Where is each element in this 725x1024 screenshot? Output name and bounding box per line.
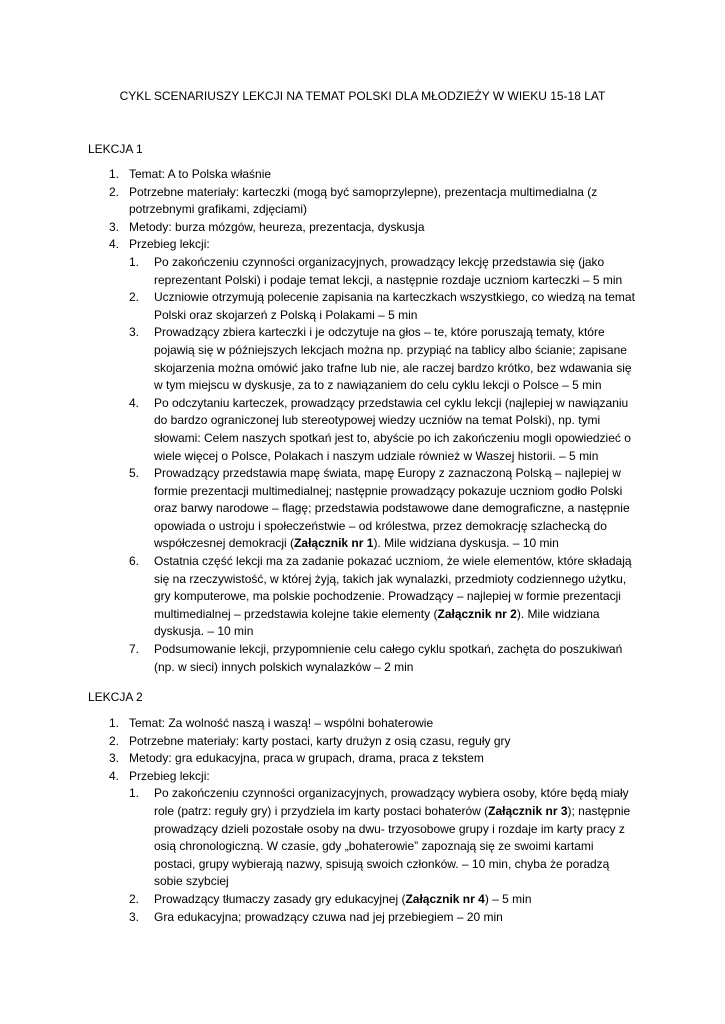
- lesson-2-list: [0, 715, 637, 926]
- lesson-2-steps: [129, 785, 637, 926]
- item-number: 1.: [109, 716, 120, 730]
- step-number: 3.: [129, 325, 140, 340]
- attachment-reference: Załącznik nr 3: [488, 803, 568, 818]
- list-item: [0, 733, 637, 751]
- document-title: CYKL SCENARIUSZY LEKCJI NA TEMAT POLSKI DLA MŁODZIEŻY W WIEKU 15-18 LAT: [119, 89, 606, 103]
- item-text: Potrzebne materiały: karty postaci, karty drużyn z osią czasu, reguły gry: [129, 733, 511, 748]
- attachment-reference: Załącznik nr 4: [405, 891, 485, 906]
- item-number: 1.: [109, 167, 120, 181]
- item-text: Przebieg lekcji:: [129, 237, 210, 252]
- item-text: Metody: gra edukacyjna, praca w grupach, drama, praca z tekstem: [129, 751, 484, 766]
- step-number: 2.: [129, 290, 140, 305]
- item-text: Temat: Za wolność naszą i waszą! – wspólni bohaterowie: [129, 716, 434, 730]
- step-text: Po odczytaniu karteczek, prowadzący przedstawia cel cyklu lekcji (najlepiej w nawiązaniu do bardzo ograniczonej lub stereotypowej wiedzy uczniów na temat Polski), np. tymi słowami: Celem naszych spotkań jest to, abyście po ich zakończeniu mogli opowiedzieć o wiele więcej o Polsce, Polakach i naszym udziale również w Waszej historii. – 5 min: [154, 395, 631, 463]
- step-text: Uczniowie otrzymują polecenie zapisania na karteczkach wszystkiego, co wiedzą na temat Polski oraz skojarzeń z Polską i Polakami – 5 min: [154, 290, 635, 322]
- step-text: Po zakończeniu czynności organizacyjnych, prowadzący wybiera osoby, które będą miały role (patrz: reguły gry) i przydziela im karty postaci bohaterów (: [154, 786, 629, 818]
- step-number: 3.: [129, 909, 140, 924]
- item-text: Temat: A to Polska właśnie: [129, 167, 272, 181]
- list-item: [0, 236, 637, 676]
- step-number: 7.: [129, 642, 140, 657]
- lesson-2-heading: LEKCJA 2: [88, 690, 143, 704]
- list-item: [129, 289, 636, 324]
- item-text: Potrzebne materiały: karteczki (mogą być samoprzylepne), prezentacja multimedialna (z potrzebnymi grafikami, zdjęciami): [129, 184, 598, 217]
- item-number: 4.: [109, 237, 120, 252]
- lesson-1-heading: LEKCJA 1: [88, 142, 143, 156]
- item-number: 3.: [109, 219, 120, 234]
- list-item: [0, 184, 619, 219]
- attachment-reference: Załącznik nr 1: [294, 536, 374, 551]
- step-number: 1.: [129, 786, 140, 801]
- list-item: [0, 750, 637, 768]
- step-text: ). Mile widziana dyskusja. – 10 min: [154, 606, 600, 639]
- list-item: [129, 909, 636, 927]
- item-number: 2.: [109, 733, 120, 748]
- lesson-1-list: [0, 166, 637, 676]
- item-text: Metody: burza mózgów, heureza, prezentacja, dyskusja: [129, 219, 425, 234]
- step-number: 5.: [129, 466, 140, 481]
- step-text: Prowadzący tłumaczy zasady gry edukacyjnej (: [154, 891, 406, 906]
- step-number: 6.: [129, 554, 140, 569]
- step-text: ); następnie prowadzący dzieli pozostałe osoby na dwu- trzyosobowe grupy i rozdaje im karty pracy z osią chronologiczną. W czasie, gdy „bohaterowie” zapoznają się ze swoimi kartami postaci, grupy wybierają nazwy, spisują swoich członków. – 10 min, chyba że poradzą sobie szybciej: [154, 803, 631, 889]
- list-item: [129, 465, 636, 553]
- step-text: Prowadzący zbiera karteczki i je odczytuje na głos – te, które poruszają tematy, które pojawią się w późniejszych lekcjach można np. przypiąć na tablicy albo ścianie; zapisane skojarzenia można omówić jako trafne lub nie, ale raczej bardzo krótko, bez wdawania się w tym miejscu w dyskusje, za to z nawiązaniem do celu cyklu lekcji o Polsce – 5 min: [154, 325, 632, 393]
- step-text: ). Mile widziana dyskusja. – 10 min: [373, 536, 559, 551]
- attachment-reference: Załącznik nr 2: [437, 606, 517, 621]
- step-text: Po zakończeniu czynności organizacyjnych, prowadzący lekcję przedstawia się (jako reprezentant Polski) i podaje temat lekcji, a następnie rozdaje uczniom karteczki – 5 min: [154, 254, 623, 287]
- list-item: [0, 219, 637, 237]
- list-item: [129, 395, 636, 465]
- step-number: 1.: [129, 254, 140, 269]
- list-item: [129, 641, 636, 676]
- step-text: Ostatnia część lekcji ma za zadanie pokazać uczniom, że wiele elementów, które składają się na rzeczywistość, w której żyją, takich jak wynalazki, przedmioty codziennego użytku, gry komputerowe, ma polskie pochodzenie. Prowadzący – najlepiej w formie prezentacji multimedialnej – przedstawia kolejne takie elementy (: [154, 554, 632, 621]
- item-number: 3.: [109, 751, 120, 766]
- list-item: [129, 324, 636, 394]
- step-number: 4.: [129, 395, 140, 410]
- list-item: [129, 891, 636, 909]
- list-item: [129, 553, 636, 641]
- step-text: ) – 5 min: [484, 891, 532, 906]
- step-number: 2.: [129, 891, 140, 906]
- list-item: [0, 715, 637, 733]
- step-text: Podsumowanie lekcji, przypomnienie celu całego cyklu spotkań, zachęta do poszukiwań (np. w sieci) innych polskich wynalazków – 2 min: [154, 642, 623, 674]
- step-text: Prowadzący przedstawia mapę świata, mapę Europy z zaznaczoną Polską – najlepiej w formie prezentacji multimedialnej; następnie prowadzący pokazuje uczniom godło Polski oraz barwy narodowe – flagę; przedstawia podstawowe dane demograficzne, a następnie opowiada o ustroju i społeczeństwie – od królestwa, przez demokrację szlachecką do współczesnej demokracji (: [154, 466, 630, 551]
- list-item: [0, 768, 637, 926]
- item-text: Przebieg lekcji:: [129, 768, 210, 783]
- list-item: [0, 166, 637, 184]
- list-item: [129, 254, 636, 289]
- step-text: Gra edukacyjna; prowadzący czuwa nad jej przebiegiem – 20 min: [154, 909, 503, 924]
- lesson-1-steps: [129, 254, 637, 676]
- item-number: 2.: [109, 184, 120, 199]
- list-item: [129, 785, 636, 891]
- item-number: 4.: [109, 768, 120, 783]
